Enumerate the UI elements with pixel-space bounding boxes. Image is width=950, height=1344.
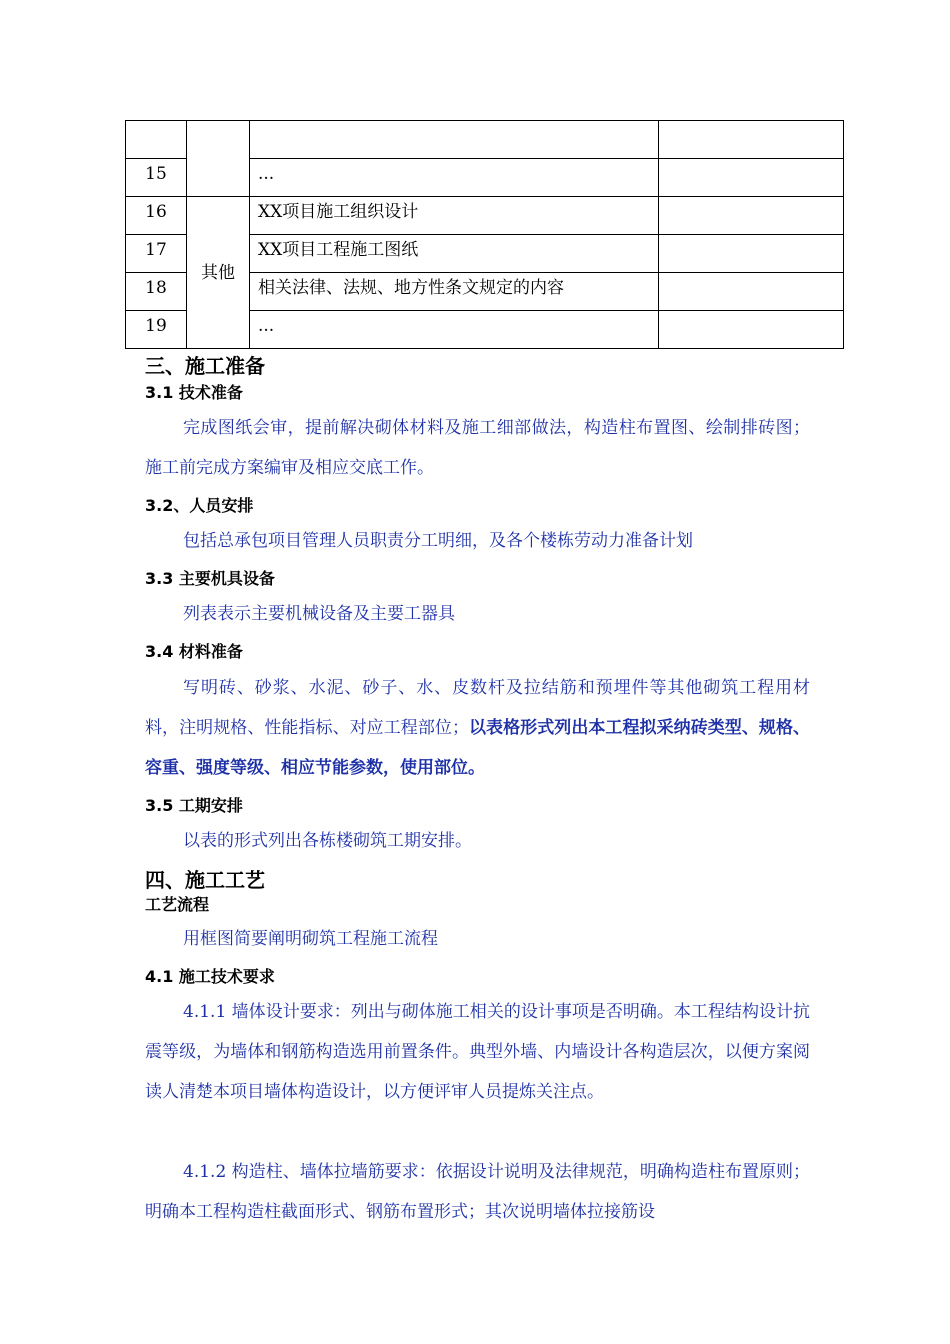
- category-other: 其他: [187, 197, 250, 349]
- section-3-5-text: 以表的形式列出各栋楼砌筑工期安排。: [183, 831, 472, 851]
- row-content: 相关法律、法规、地方性条文规定的内容: [250, 273, 659, 311]
- row-number: 16: [126, 197, 187, 235]
- process-flow-text: 用框图简要阐明砌筑工程施工流程: [183, 929, 438, 949]
- row-number: 18: [126, 273, 187, 311]
- section-3-1-title: 3.1 技术准备: [145, 383, 243, 402]
- row-extra: [659, 311, 844, 349]
- table-row: [126, 121, 844, 159]
- row-extra: [659, 159, 844, 197]
- section-4-1-1-text: 4.1.1 墙体设计要求：列出与砌体施工相关的设计事项是否明确。本工程结构设计抗震等级，为墙体和钢筋构造选用前置条件。典型外墙、内墙设计各构造层次，以便方案阅读人清楚本项目墙体构造设计，以方便评审人员提炼关注点。: [145, 1002, 810, 1102]
- table-row: [126, 197, 844, 235]
- section-3-2-text: 包括总承包项目管理人员职责分工明细，及各个楼栋劳动力准备计划: [183, 531, 693, 551]
- section-4-1-2-text: 4.1.2 构造柱、墙体拉墙筋要求：依据设计说明及法律规范，明确构造柱布置原则；明确本工程构造柱截面形式、钢筋布置形式；其次说明墙体拉接筋设: [145, 1162, 810, 1222]
- section-4-1-title: 4.1 施工技术要求: [145, 967, 275, 986]
- row-extra: [659, 235, 844, 273]
- section-3-1-text: 完成图纸会审，提前解决砌体材料及施工细部做法，构造柱布置图、绘制排砖图；施工前完成方案编审及相应交底工作。: [145, 418, 810, 478]
- row-number: 17: [126, 235, 187, 273]
- section-3-4-normal-text: 写明砖、砂浆、水泥、砂子、水、皮数杆及拉结筋和预埋件等其他砌筑工程用材料，注明规格、性能指标、对应工程部位；: [145, 678, 810, 738]
- section-3-4-emphasis-text: 以表格形式列出本工程拟采纳砖类型、规格、容重、强度等级、相应节能参数，使用部位。: [145, 718, 811, 778]
- row-number: 15: [126, 159, 187, 197]
- category-cell: [187, 121, 250, 197]
- reference-table: [125, 120, 844, 349]
- row-number: 19: [126, 311, 187, 349]
- row-content: XX项目工程施工图纸: [250, 235, 659, 273]
- row-extra: [659, 197, 844, 235]
- section-3-3-text: 列表表示主要机械设备及主要工器具: [183, 604, 455, 624]
- section-3-3-title: 3.3 主要机具设备: [145, 569, 275, 588]
- row-content: [250, 121, 659, 159]
- section-3-4-text: [145, 668, 810, 788]
- section-4-title: 四、施工工艺: [145, 868, 265, 892]
- section-3-title: 三、施工准备: [145, 354, 265, 378]
- process-flow-title: 工艺流程: [145, 895, 210, 914]
- row-extra: [659, 121, 844, 159]
- row-number: [126, 121, 187, 159]
- row-content: ...: [250, 311, 659, 349]
- section-3-4-title: 3.4 材料准备: [145, 642, 243, 661]
- section-3-2-title: 3.2、人员安排: [145, 496, 254, 515]
- row-extra: [659, 273, 844, 311]
- row-content: XX项目施工组织设计: [250, 197, 659, 235]
- section-3-5-title: 3.5 工期安排: [145, 796, 243, 815]
- row-content: ...: [250, 159, 659, 197]
